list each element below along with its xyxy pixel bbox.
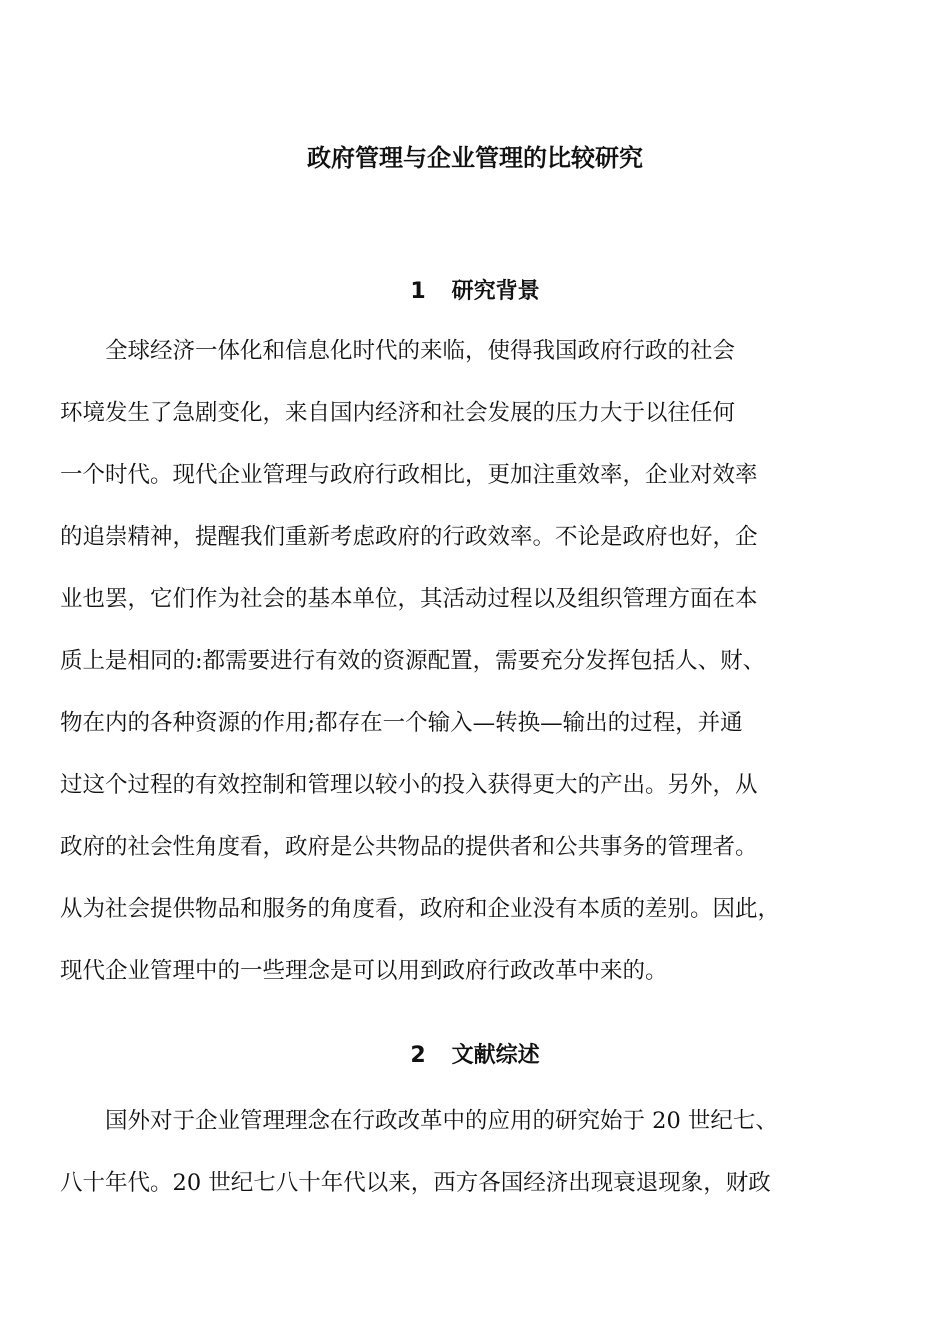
paragraph-line: 物在内的各种资源的作用;都存在一个输入—转换—输出的过程，并通 bbox=[60, 710, 743, 736]
document-title: 政府管理与企业管理的比较研究 bbox=[307, 144, 643, 172]
paragraph-line: 质上是相同的:都需要进行有效的资源配置，需要充分发挥包括人、财、 bbox=[60, 648, 766, 674]
paragraph-line: 政府的社会性角度看，政府是公共物品的提供者和公共事务的管理者。 bbox=[60, 834, 758, 860]
section-1-number: 1 bbox=[410, 279, 426, 304]
section-2-number: 2 bbox=[410, 1043, 426, 1068]
section-2-paragraph bbox=[60, 1090, 860, 1214]
paragraph-line: 一个时代。现代企业管理与政府行政相比，更加注重效率，企业对效率 bbox=[60, 462, 758, 488]
paragraph-line: 过这个过程的有效控制和管理以较小的投入获得更大的产出。另外，从 bbox=[60, 772, 758, 798]
section-1-title: 研究背景 bbox=[451, 279, 540, 304]
section-1-heading bbox=[0, 272, 950, 312]
paragraph-line: 全球经济一体化和信息化时代的来临，使得我国政府行政的社会 bbox=[60, 338, 736, 364]
paragraph-line: 国外对于企业管理理念在行政改革中的应用的研究始于 20 世纪七、 bbox=[60, 1108, 778, 1134]
section-2-title: 文献综述 bbox=[451, 1043, 540, 1068]
paragraph-line: 环境发生了急剧变化，来自国内经济和社会发展的压力大于以往任何 bbox=[60, 400, 736, 426]
paragraph-line: 从为社会提供物品和服务的角度看，政府和企业没有本质的差别。因此， bbox=[60, 896, 781, 922]
paragraph-line: 八十年代。20 世纪七八十年代以来，西方各国经济出现衰退现象，财政 bbox=[60, 1170, 771, 1196]
paragraph-line: 现代企业管理中的一些理念是可以用到政府行政改革中来的。 bbox=[60, 958, 668, 984]
paragraph-line: 业也罢，它们作为社会的基本单位，其活动过程以及组织管理方面在本 bbox=[60, 586, 758, 612]
paragraph-line: 的追崇精神，提醒我们重新考虑政府的行政效率。不论是政府也好，企 bbox=[60, 524, 758, 550]
section-2-heading bbox=[0, 1036, 950, 1076]
section-1-paragraph bbox=[60, 320, 860, 1002]
